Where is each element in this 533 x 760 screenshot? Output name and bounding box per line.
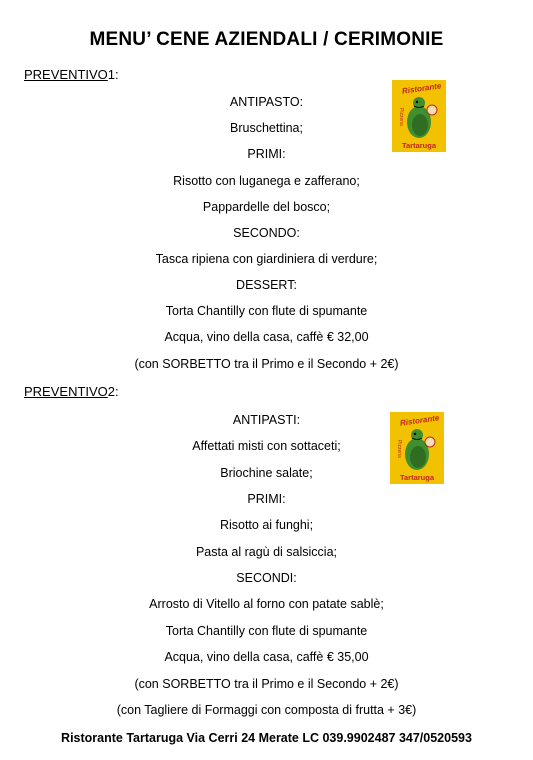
preventivo-1-label-number: 1: bbox=[107, 67, 119, 82]
svg-text:Ristorante: Ristorante bbox=[399, 413, 440, 428]
menu-line: PRIMI: bbox=[247, 147, 286, 161]
menu-line: (con SORBETTO tra il Primo e il Secondo + 2€) bbox=[134, 357, 399, 371]
restaurant-logo-turtle bbox=[390, 412, 444, 484]
menu-line: Pasta al ragù di salsiccia; bbox=[195, 545, 338, 559]
menu-line: Arrosto di Vitello al forno con patate sablè; bbox=[149, 597, 384, 611]
restaurant-logo-turtle bbox=[392, 80, 446, 152]
svg-text:Pizzeria: Pizzeria bbox=[396, 440, 402, 458]
menu-line: SECONDI: bbox=[236, 571, 297, 585]
page-title: MENU’ CENE AZIENDALI / CERIMONIE bbox=[89, 29, 444, 50]
preventivo-1-label bbox=[24, 67, 119, 82]
menu-line: Affettati misti con sottaceti; bbox=[192, 439, 341, 453]
menu-line: Acqua, vino della casa, caffè € 35,00 bbox=[164, 650, 369, 664]
menu-line: ANTIPASTO: bbox=[229, 95, 304, 109]
menu-line: Pappardelle del bosco; bbox=[202, 200, 331, 214]
svg-text:Tartaruga: Tartaruga bbox=[401, 141, 437, 150]
preventivo-1-label-main: PREVENTIVO bbox=[24, 67, 108, 82]
preventivo-2-label-main: PREVENTIVO bbox=[24, 384, 108, 399]
menu-line: ANTIPASTI: bbox=[232, 413, 301, 427]
menu-line: PRIMI: bbox=[247, 492, 286, 506]
menu-line: Risotto con luganega e zafferano; bbox=[173, 174, 360, 188]
menu-line: Bruschettina; bbox=[230, 121, 303, 135]
preventivo-2-label-number: 2: bbox=[107, 384, 119, 399]
menu-line: Acqua, vino della casa, caffè € 32,00 bbox=[164, 330, 369, 344]
restaurant-contact-footer: Ristorante Tartaruga Via Cerri 24 Merate LC 039.9902487 347/0520593 bbox=[61, 731, 472, 745]
menu-line: SECONDO: bbox=[233, 226, 300, 240]
svg-text:Ristorante: Ristorante bbox=[401, 81, 442, 96]
menu-line: Risotto ai funghi; bbox=[219, 518, 314, 532]
menu-line: Briochine salate; bbox=[220, 466, 313, 480]
menu-line: Torta Chantilly con flute di spumante bbox=[165, 304, 368, 318]
preventivo-2-label bbox=[24, 384, 119, 399]
menu-line: Tasca ripiena con giardiniera di verdure; bbox=[155, 252, 378, 266]
svg-text:Pizzeria: Pizzeria bbox=[398, 108, 404, 126]
svg-text:Tartaruga: Tartaruga bbox=[399, 473, 435, 482]
menu-line: (con SORBETTO tra il Primo e il Secondo + 2€) bbox=[134, 677, 399, 691]
menu-line: Torta Chantilly con flute di spumante bbox=[165, 624, 368, 638]
menu-line: (con Tagliere di Formaggi con composta di frutta + 3€) bbox=[116, 703, 417, 717]
menu-line: DESSERT: bbox=[236, 278, 297, 292]
